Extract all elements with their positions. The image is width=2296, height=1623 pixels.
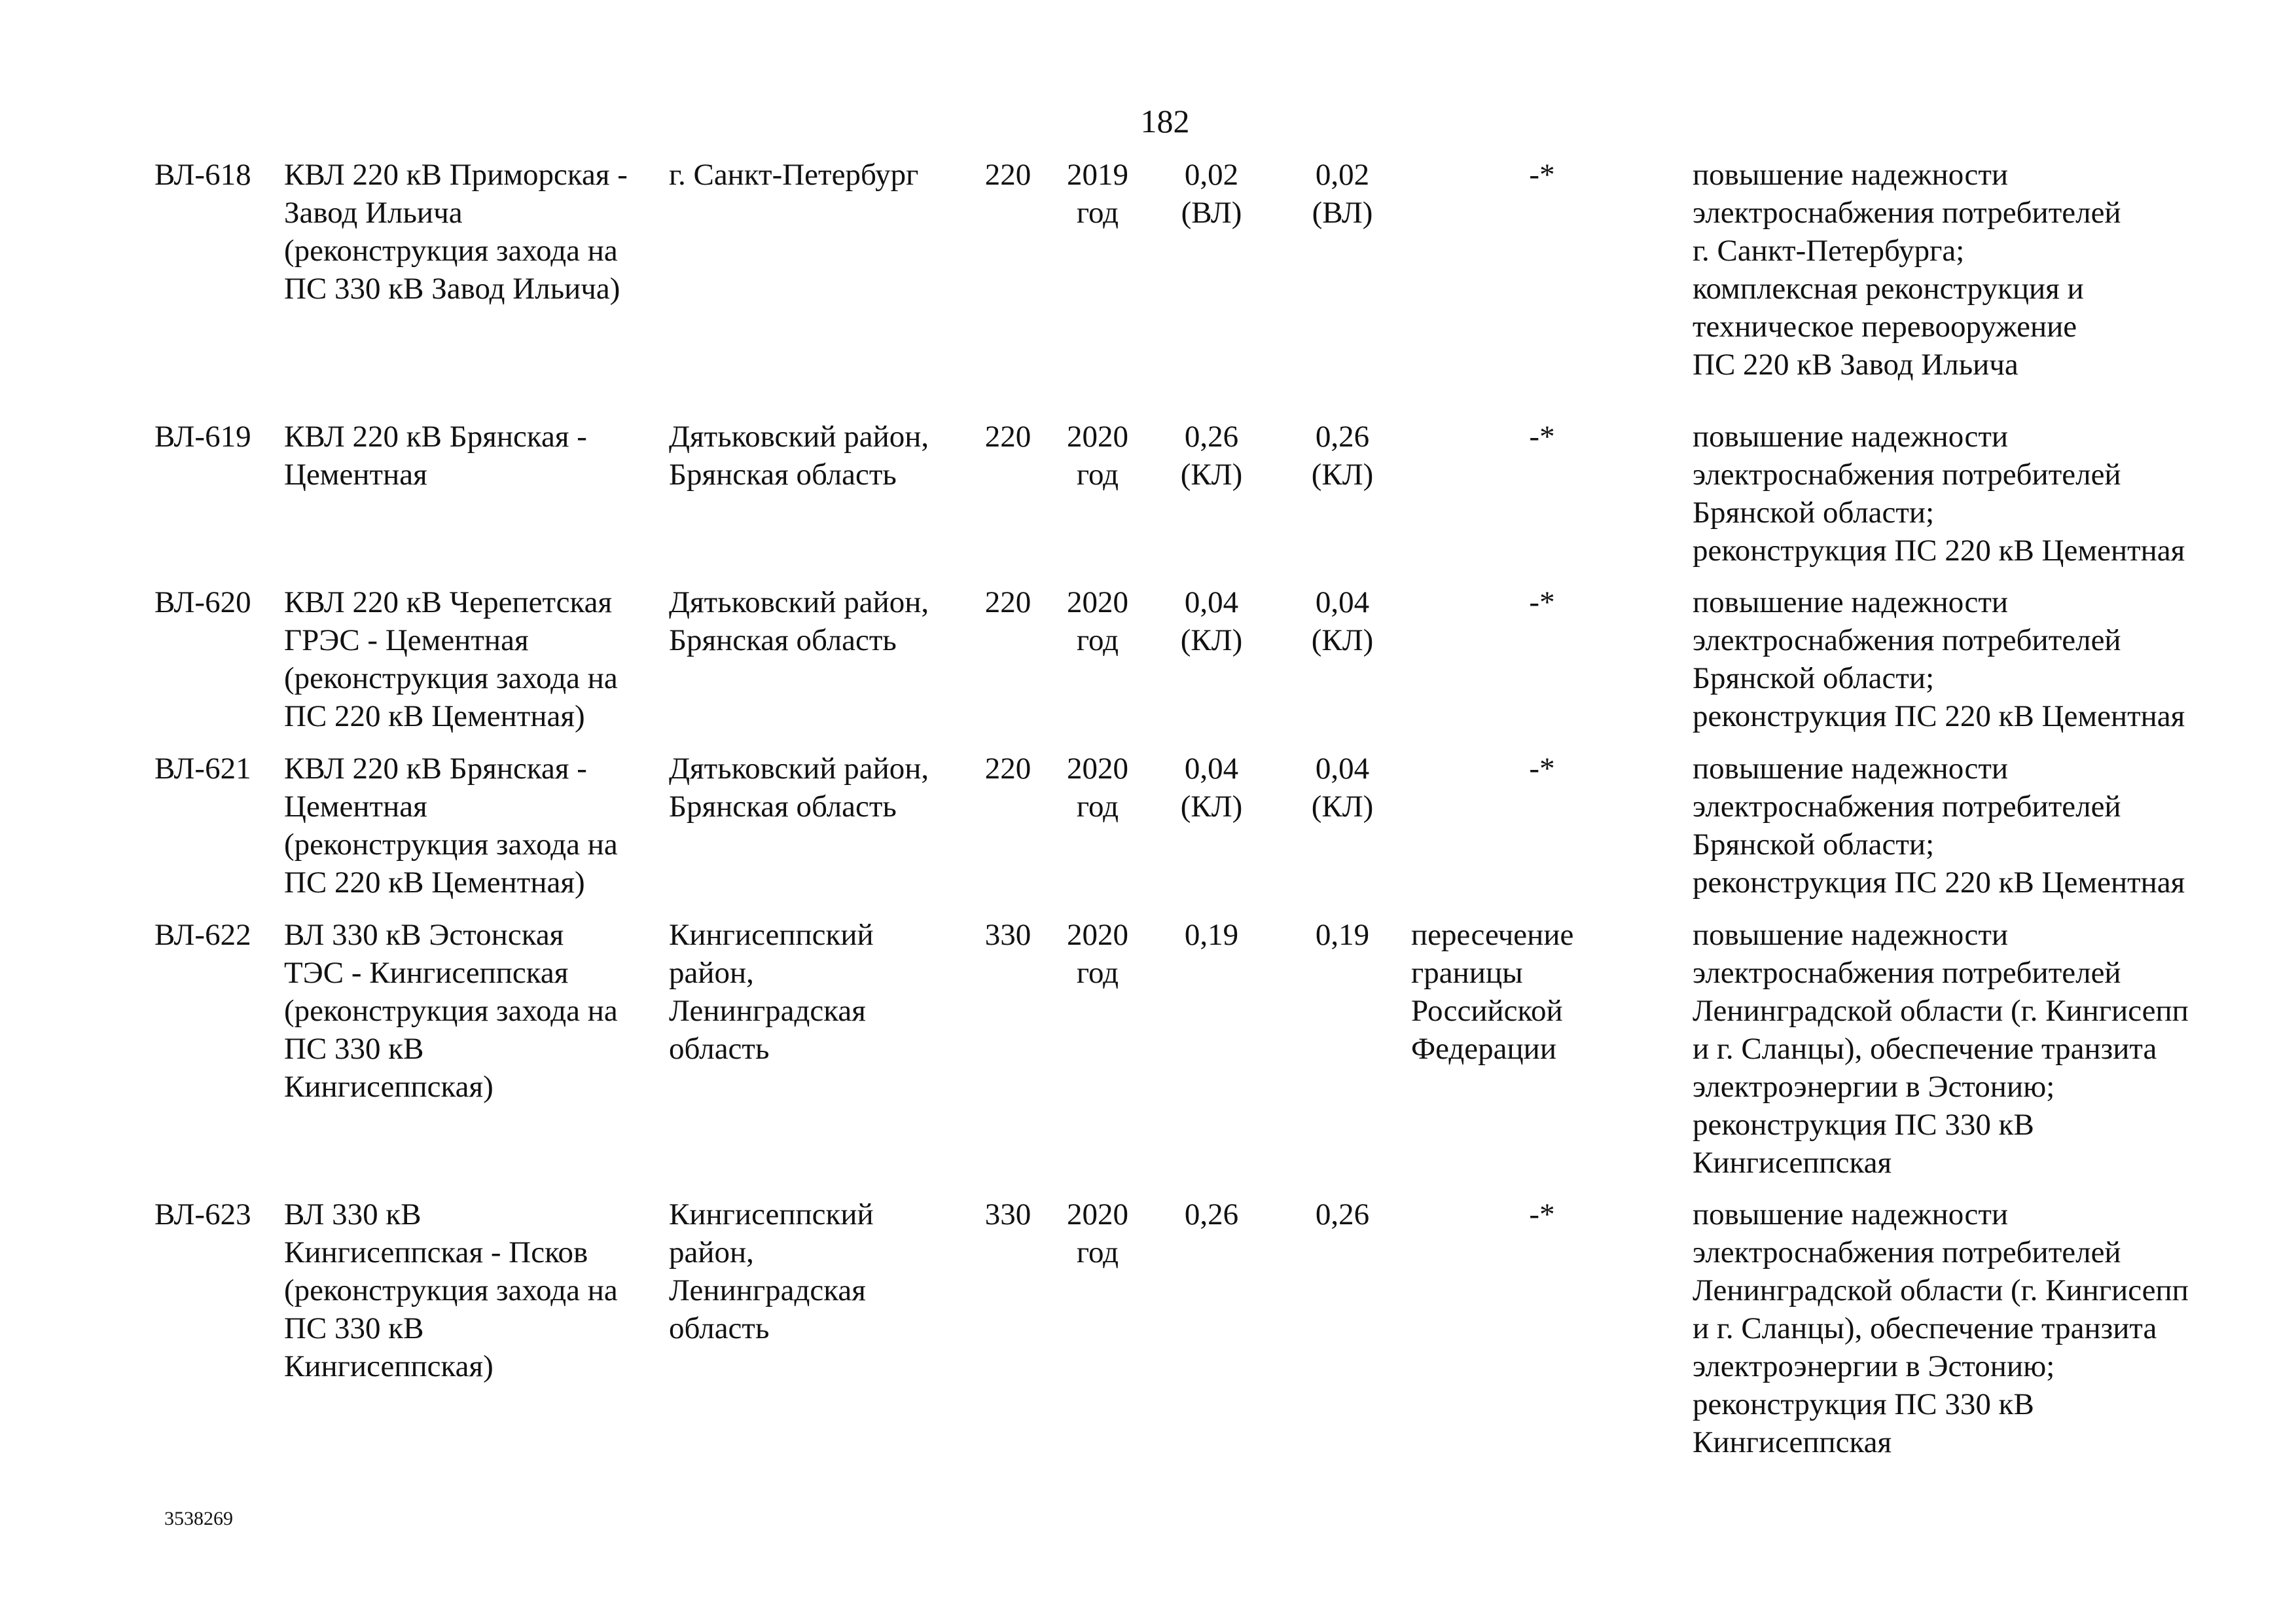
line-note: -* [1529,752,1555,786]
line-region: Кингисеппский район, Ленинградская область [669,918,874,1066]
line-purpose: повышение надежности электроснабжения потребителей г. Санкт-Петербурга; комплексная реконструкция и техническое перевооружение ПС 220 кВ Завод Ильича [1693,158,2121,382]
line-year: 2020 год [1067,585,1128,657]
line-note: пересечение границы Российской Федерации [1411,918,1574,1066]
line-year: 2020 год [1067,1197,1128,1269]
line-code: ВЛ-621 [154,752,251,786]
line-voltage: 220 [984,752,1031,786]
line-note: -* [1529,420,1555,454]
line-length-1: 0,04 (КЛ) [1180,585,1243,657]
line-length-2: 0,04 (КЛ) [1311,752,1374,824]
table-row [154,916,2249,1195]
line-name: КВЛ 220 кВ Черепетская ГРЭС - Цементная (реконструкция захода на ПС 220 кВ Цементная) [284,585,618,733]
line-voltage: 220 [984,585,1031,619]
line-length-2: 0,19 [1315,918,1370,952]
table-row [154,583,2249,750]
table-row [154,750,2249,916]
line-length-1: 0,02 (ВЛ) [1181,158,1242,230]
line-region: г. Санкт-Петербург [669,158,919,192]
line-note: -* [1529,158,1555,192]
line-voltage: 330 [984,1197,1031,1231]
line-length-2: 0,04 (КЛ) [1311,585,1374,657]
table-row [154,1195,2249,1470]
line-region: Дятьковский район, Брянская область [669,752,929,824]
line-note: -* [1529,585,1555,619]
line-region: Дятьковский район, Брянская область [669,585,929,657]
line-code: ВЛ-620 [154,585,251,619]
line-year: 2019 год [1067,158,1128,230]
line-purpose: повышение надежности электроснабжения потребителей Брянской области; реконструкция ПС 220 кВ Цементная [1693,420,2185,568]
table-row [154,418,2249,583]
line-length-1: 0,19 [1184,918,1239,952]
line-region: Дятьковский район, Брянская область [669,420,929,492]
line-name: КВЛ 220 кВ Брянская - Цементная [284,420,587,492]
line-length-2: 0,26 [1315,1197,1370,1231]
page-number: 182 [1140,103,1190,139]
line-purpose: повышение надежности электроснабжения потребителей Ленинградской области (г. Кингисепп и г. Сланцы), обеспечение транзита электроэнергии в Эстонию; реконструкция ПС 330 кВ Кингисеппская [1693,1197,2189,1459]
line-code: ВЛ-623 [154,1197,251,1231]
line-length-2: 0,02 (ВЛ) [1312,158,1373,230]
table-row [154,156,2249,418]
line-voltage: 330 [984,918,1031,952]
line-length-1: 0,26 [1184,1197,1239,1231]
line-year: 2020 год [1067,752,1128,824]
line-code: ВЛ-618 [154,158,251,192]
line-name: ВЛ 330 кВ Кингисеппская - Псков (реконструкция захода на ПС 330 кВ Кингисеппская) [284,1197,618,1383]
line-purpose: повышение надежности электроснабжения потребителей Брянской области; реконструкция ПС 220 кВ Цементная [1693,585,2185,733]
line-region: Кингисеппский район, Ленинградская область [669,1197,874,1345]
line-purpose: повышение надежности электроснабжения потребителей Ленинградской области (г. Кингисепп и г. Сланцы), обеспечение транзита электроэнергии в Эстонию; реконструкция ПС 330 кВ Кингисеппская [1693,918,2189,1180]
line-purpose: повышение надежности электроснабжения потребителей Брянской области; реконструкция ПС 220 кВ Цементная [1693,752,2185,900]
line-year: 2020 год [1067,420,1128,492]
line-code: ВЛ-622 [154,918,251,952]
line-voltage: 220 [984,158,1031,192]
line-name: ВЛ 330 кВ Эстонская ТЭС - Кингисеппская (реконструкция захода на ПС 330 кВ Кингисеппская) [284,918,618,1104]
line-length-1: 0,04 (КЛ) [1180,752,1243,824]
line-code: ВЛ-619 [154,420,251,454]
line-name: КВЛ 220 кВ Приморская - Завод Ильича (реконструкция захода на ПС 330 кВ Завод Ильича) [284,158,628,306]
power-line-table [154,156,2249,1470]
line-length-2: 0,26 (КЛ) [1311,420,1374,492]
line-year: 2020 год [1067,918,1128,990]
line-length-1: 0,26 (КЛ) [1180,420,1243,492]
document-code: 3538269 [164,1508,233,1529]
line-note: -* [1529,1197,1555,1231]
line-name: КВЛ 220 кВ Брянская - Цементная (реконструкция захода на ПС 220 кВ Цементная) [284,752,618,900]
line-voltage: 220 [984,420,1031,454]
